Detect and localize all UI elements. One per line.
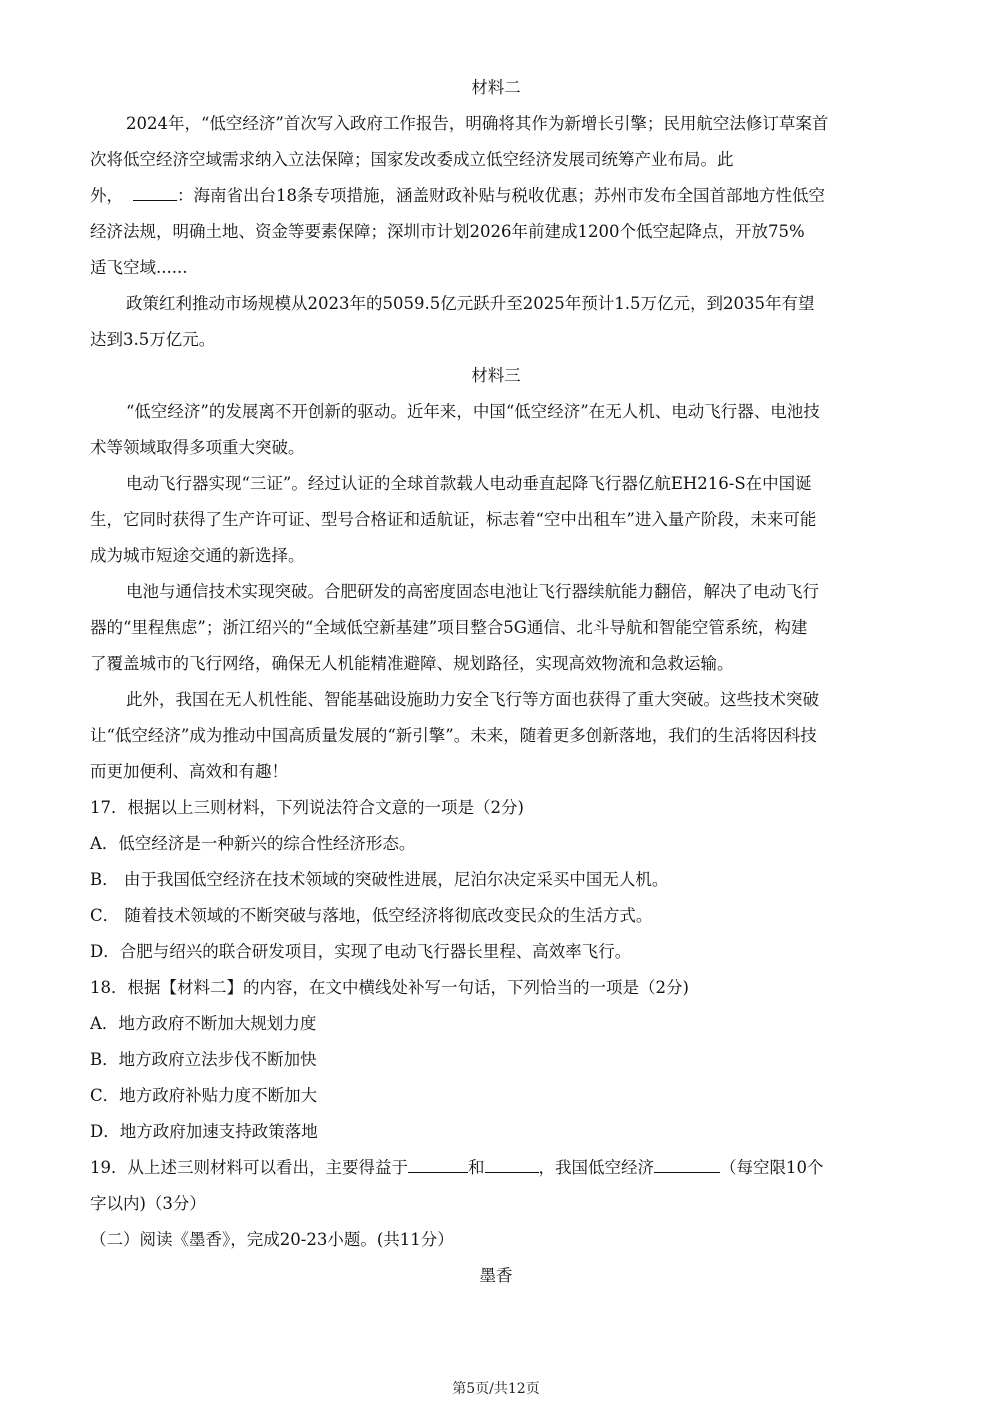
fill-in-blank	[133, 182, 177, 201]
q19-part3: ，我国低空经济	[538, 1158, 654, 1177]
material2-p1-line3-text: ：海南省出台18条专项措施，涵盖财政补贴与税收优惠；苏州市发布全国首部地方性低空	[177, 186, 825, 205]
material3-p3-line3: 了覆盖城市的飞行网络，确保无人机能精准避障、规划路径，实现高效物流和急救运输。	[90, 654, 734, 673]
material2-p2-line1: 政策红利推动市场规模从2023年的5059.5亿元跃升至2025年预计1.5万亿元，到2035年有望	[126, 294, 815, 313]
q18-option-c: C．地方政府补贴力度不断加大	[90, 1086, 318, 1105]
q19-blank-2	[485, 1154, 539, 1173]
material2-p1-line5: 适飞空域......	[90, 258, 188, 277]
material2-p1-line2: 次将低空经济空域需求纳入立法保障；国家发改委成立低空经济发展司统筹产业布局。此	[90, 150, 734, 169]
q19-stem	[90, 1150, 902, 1186]
material3-p3-line2: 器的“里程焦虑”；浙江绍兴的“全域低空新基建”项目整合5G通信、北斗导航和智能空管系统，构建	[90, 618, 808, 637]
material2-p1-line4: 经济法规，明确土地、资金等要素保障；深圳市计划2026年前建成1200个低空起降点，开放75%	[90, 222, 805, 241]
material3-p2-line3: 成为城市短途交通的新选择。	[90, 546, 305, 565]
document-page	[90, 70, 902, 1294]
q17-option-b: B． 由于我国低空经济在技术领域的突破性进展，尼泊尔决定采买中国无人机。	[90, 870, 669, 889]
material2-p1-prefix: 外，	[90, 186, 123, 205]
material3-p1-line2: 术等领域取得多项重大突破。	[90, 438, 305, 457]
q19-blank-3	[654, 1154, 720, 1173]
q17-stem: 17．根据以上三则材料，下列说法符合文意的一项是（2分)	[90, 798, 524, 817]
page-number: 第5页/共12页	[452, 1381, 540, 1397]
q19-part1: 19．从上述三则材料可以看出，主要得益于	[90, 1158, 408, 1177]
material2-p2-line2: 达到3.5万亿元。	[90, 330, 216, 349]
section2-intro: （二）阅读《墨香》，完成20-23小题。(共11分）	[90, 1230, 454, 1249]
q19-part4: （每空限10个	[720, 1158, 824, 1177]
q18-option-a: A．地方政府不断加大规划力度	[90, 1014, 317, 1033]
material3-p3-line1: 电池与通信技术实现突破。合肥研发的高密度固态电池让飞行器续航能力翻倍，解决了电动飞行	[126, 582, 819, 601]
material3-p2-line2: 生，它同时获得了生产许可证、型号合格证和适航证，标志着“空中出租车”进入量产阶段，未来可能	[90, 510, 817, 529]
q19-blank-1	[408, 1154, 468, 1173]
q18-stem: 18．根据【材料二】的内容，在文中横线处补写一句话，下列恰当的一项是（2分)	[90, 978, 689, 997]
q18-option-b: B．地方政府立法步伐不断加快	[90, 1050, 317, 1069]
material2-p1-line1: 2024年，“低空经济”首次写入政府工作报告，明确将其作为新增长引擎；民用航空法修订草案首	[126, 114, 829, 133]
material3-p2-line1: 电动飞行器实现“三证”。经过认证的全球首款载人电动垂直起降飞行器亿航EH216-S在中国诞	[126, 474, 812, 493]
q17-option-c: C． 随着技术领域的不断突破与落地，低空经济将彻底改变民众的生活方式。	[90, 906, 653, 925]
q17-option-d: D．合肥与绍兴的联合研发项目，实现了电动飞行器长里程、高效率飞行。	[90, 942, 632, 961]
material3-p4-line1: 此外，我国在无人机性能、智能基础设施助力安全飞行等方面也获得了重大突破。这些技术突破	[126, 690, 819, 709]
material3-heading: 材料三	[471, 366, 521, 385]
q17-option-a: A．低空经济是一种新兴的综合性经济形态。	[90, 834, 416, 853]
q19-part2: 和	[468, 1158, 485, 1177]
material2-heading: 材料二	[471, 78, 521, 97]
section2-title: 墨香	[479, 1266, 513, 1285]
material3-p1-line1: “低空经济”的发展离不开创新的驱动。近年来，中国“低空经济”在无人机、电动飞行器、电池技	[126, 402, 820, 421]
material2-p1-line3	[90, 178, 902, 214]
q19-line2: 字以内)（3分）	[90, 1194, 206, 1213]
q18-option-d: D．地方政府加速支持政策落地	[90, 1122, 318, 1141]
material3-p4-line3: 而更加便利、高效和有趣！	[90, 762, 288, 781]
material3-p4-line2: 让“低空经济”成为推动中国高质量发展的“新引擎”。未来，随着更多创新落地，我们的生活将因科技	[90, 726, 817, 745]
